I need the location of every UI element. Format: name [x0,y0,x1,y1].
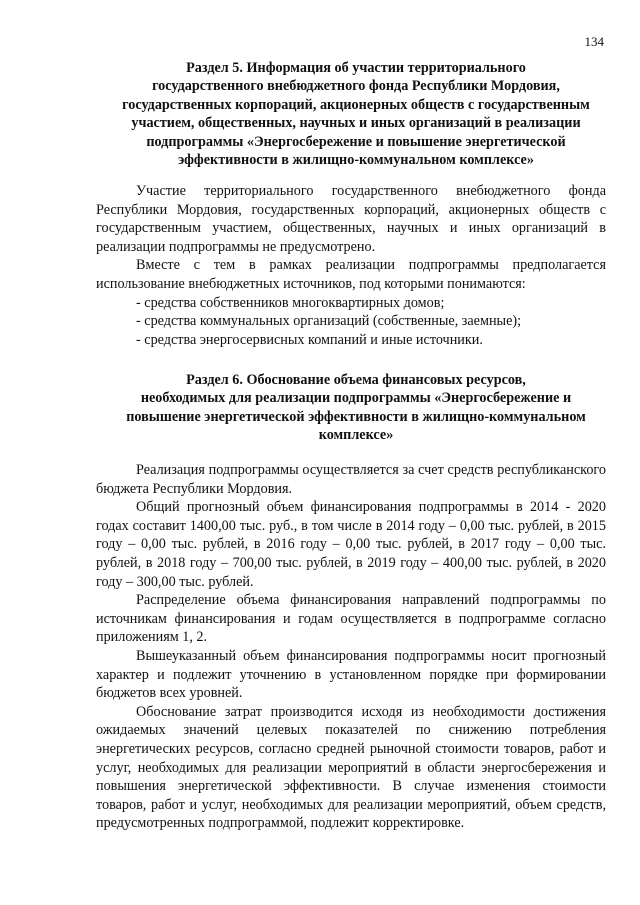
section-5-paragraph: Вместе с тем в рамках реализации подпрограммы предполагается использование внебюджетных источников, под которыми понимаются: [96,257,606,292]
section-5-title [96,59,616,169]
section-5-paragraph: Участие территориального государственного внебюджетного фонда Республики Мордовия, государственных корпораций, акционерных обществ с государственным участием, общественных, научных и иных организаций в реализации подпрограммы не предусмотрено. [96,183,606,255]
section-6-paragraph: Вышеуказанный объем финансирования подпрограммы носит прогнозный характер и подлежит уточнению в установленном порядке при формировании бюджетов всех уровней. [96,647,606,702]
list-item: - средства энергосервисных компаний и иные источники. [136,331,483,348]
section-5-title-line: участием, общественных, научных и иных организаций в реализации [131,115,581,132]
section-5-title-line: государственных корпораций, акционерных обществ с государственным [122,96,590,113]
section-6-paragraph: Реализация подпрограммы осуществляется за счет средств республиканского бюджета Республики Мордовия. [96,462,606,497]
list-item: - средства коммунальных организаций (собственные, заемные); [136,313,522,330]
section-6-paragraph: Обоснование затрат производится исходя из необходимости достижения ожидаемых значений целевых показателей по снижению потребления энергетических ресурсов, согласно средней рыночной стоимости товаров, работ и услуг, необходимых для реализации мероприятий в области энергосбережения и повышения энергетической эффективности. В случае изменения стоимости товаров, работ и услуг, необходимых для реализации мероприятий, объем средств, предусмотренных подпрограммой, подлежит корректировке. [96,703,606,832]
section-5-title-line: Раздел 5. Информация об участии территориального [186,60,526,76]
section-6-paragraph: Распределение объема финансирования направлений подпрограммы по источникам финансирования и годам осуществляется в подпрограмме согласно приложениям 1, 2. [96,592,606,646]
section-6-title-line: комплексе» [318,427,394,444]
section-6-body [96,461,606,833]
section-6-title-line: необходимых для реализации подпрограммы «Энергосбережение и [140,390,572,407]
section-6-title [96,371,616,445]
section-6-title-line: Раздел 6. Обоснование объема финансовых ресурсов, [186,372,526,388]
section-5-body [96,182,606,349]
list-item: - средства собственников многоквартирных домов; [136,294,445,311]
section-5-title-line: государственного внебюджетного фонда Республики Мордовия, [152,78,560,95]
page-number: 134 [584,34,604,49]
funding-sources-list [96,294,606,350]
section-6-paragraph: Общий прогнозный объем финансирования подпрограммы в 2014 - 2020 годах составит 1400,00 тыс. руб., в том числе в 2014 году – 0,00 тыс. рублей, в 2015 году – 0,00 тыс. рублей, в 2016 году – 0,00 тыс. рублей, в 2017 году – 0,00 тыс. рублей, в 2018 году – 700,00 тыс. рублей, в 2019 году – 400,00 тыс. рублей, в 2020 году – 300,00 тыс. рублей. [96,499,606,590]
section-6-title-line: повышение энергетической эффективности в жилищно-коммунальном [126,408,586,425]
section-5-title-line: подпрограммы «Энергосбережение и повышение энергетической [146,133,566,150]
section-5-title-line: эффективности в жилищно-коммунальном комплексе» [178,152,534,169]
